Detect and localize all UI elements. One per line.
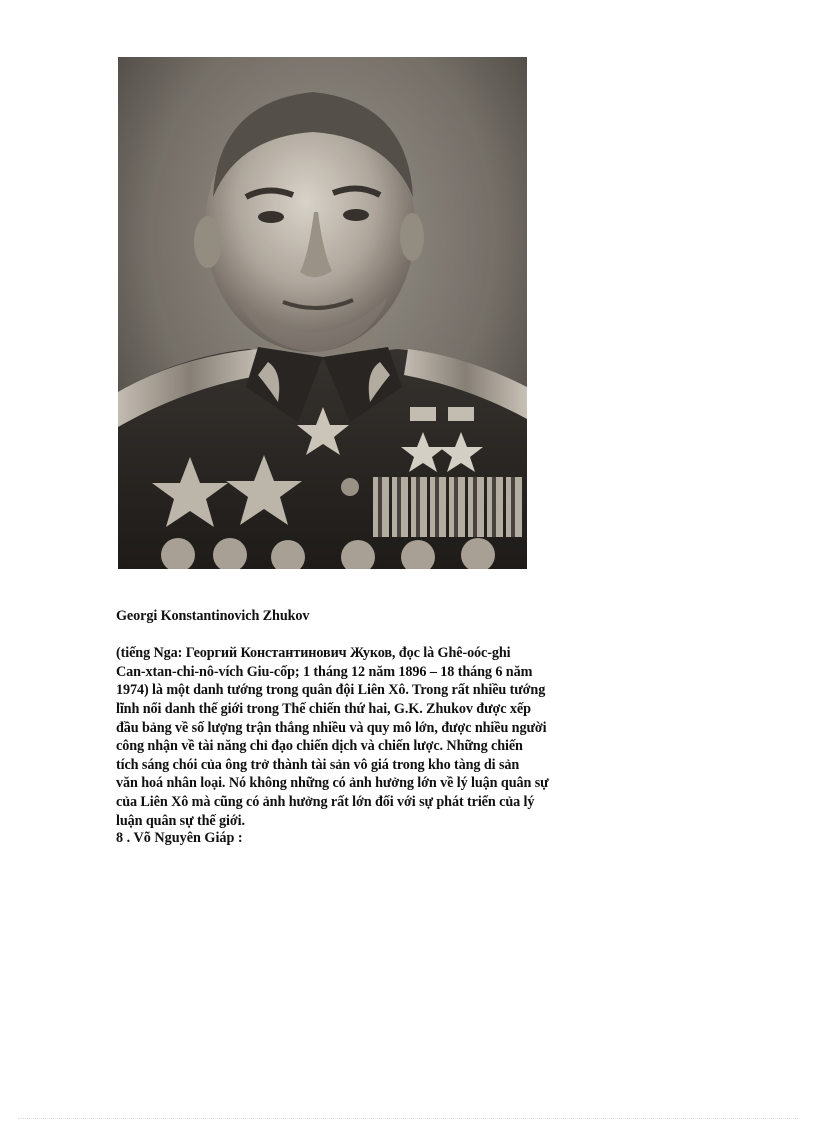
section-heading: 8 . Võ Nguyên Giáp : <box>116 830 243 846</box>
paragraph-line: của Liên Xô mà cũng có ảnh hưởng rất lớn đối với sự phát triển của lý <box>116 793 535 810</box>
paragraph-line: lĩnh nổi danh thế giới trong Thế chiến thứ hai, G.K. Zhukov được xếp <box>116 700 531 717</box>
portrait-photo <box>118 57 527 569</box>
paragraph-line: luận quân sự thế giới. <box>116 812 245 829</box>
paragraph-line: (tiếng Nga: Георгий Константинович Жуков, đọc là Ghê-oóc-ghi <box>116 645 511 662</box>
paragraph-line: đầu bảng về số lượng trận thắng nhiều và quy mô lớn, được nhiều người <box>116 719 547 736</box>
biography-text <box>116 607 632 830</box>
paragraph-line: văn hoá nhân loại. Nó không những có ảnh hưởng lớn về lý luận quân sự <box>116 775 549 792</box>
paragraph-line: công nhận về tài năng chỉ đạo chiến dịch và chiến lược. Những chiến <box>116 738 523 755</box>
biography-name: Georgi Konstantinovich Zhukov <box>116 608 310 624</box>
paragraph-line: tích sáng chói của ông trở thành tài sản vô giá trong kho tàng di sản <box>116 756 520 773</box>
paragraph-line: 1974) là một danh tướng trong quân đội Liên Xô. Trong rất nhiều tướng <box>116 682 546 699</box>
portrait-photo-drawing <box>118 57 527 569</box>
paragraph-line: Can-xtan-chi-nô-vích Giu-cốp; 1 tháng 12 năm 1896 – 18 tháng 6 năm <box>116 663 533 680</box>
biography-paragraph <box>116 626 632 831</box>
page-bottom-divider <box>18 1118 798 1119</box>
